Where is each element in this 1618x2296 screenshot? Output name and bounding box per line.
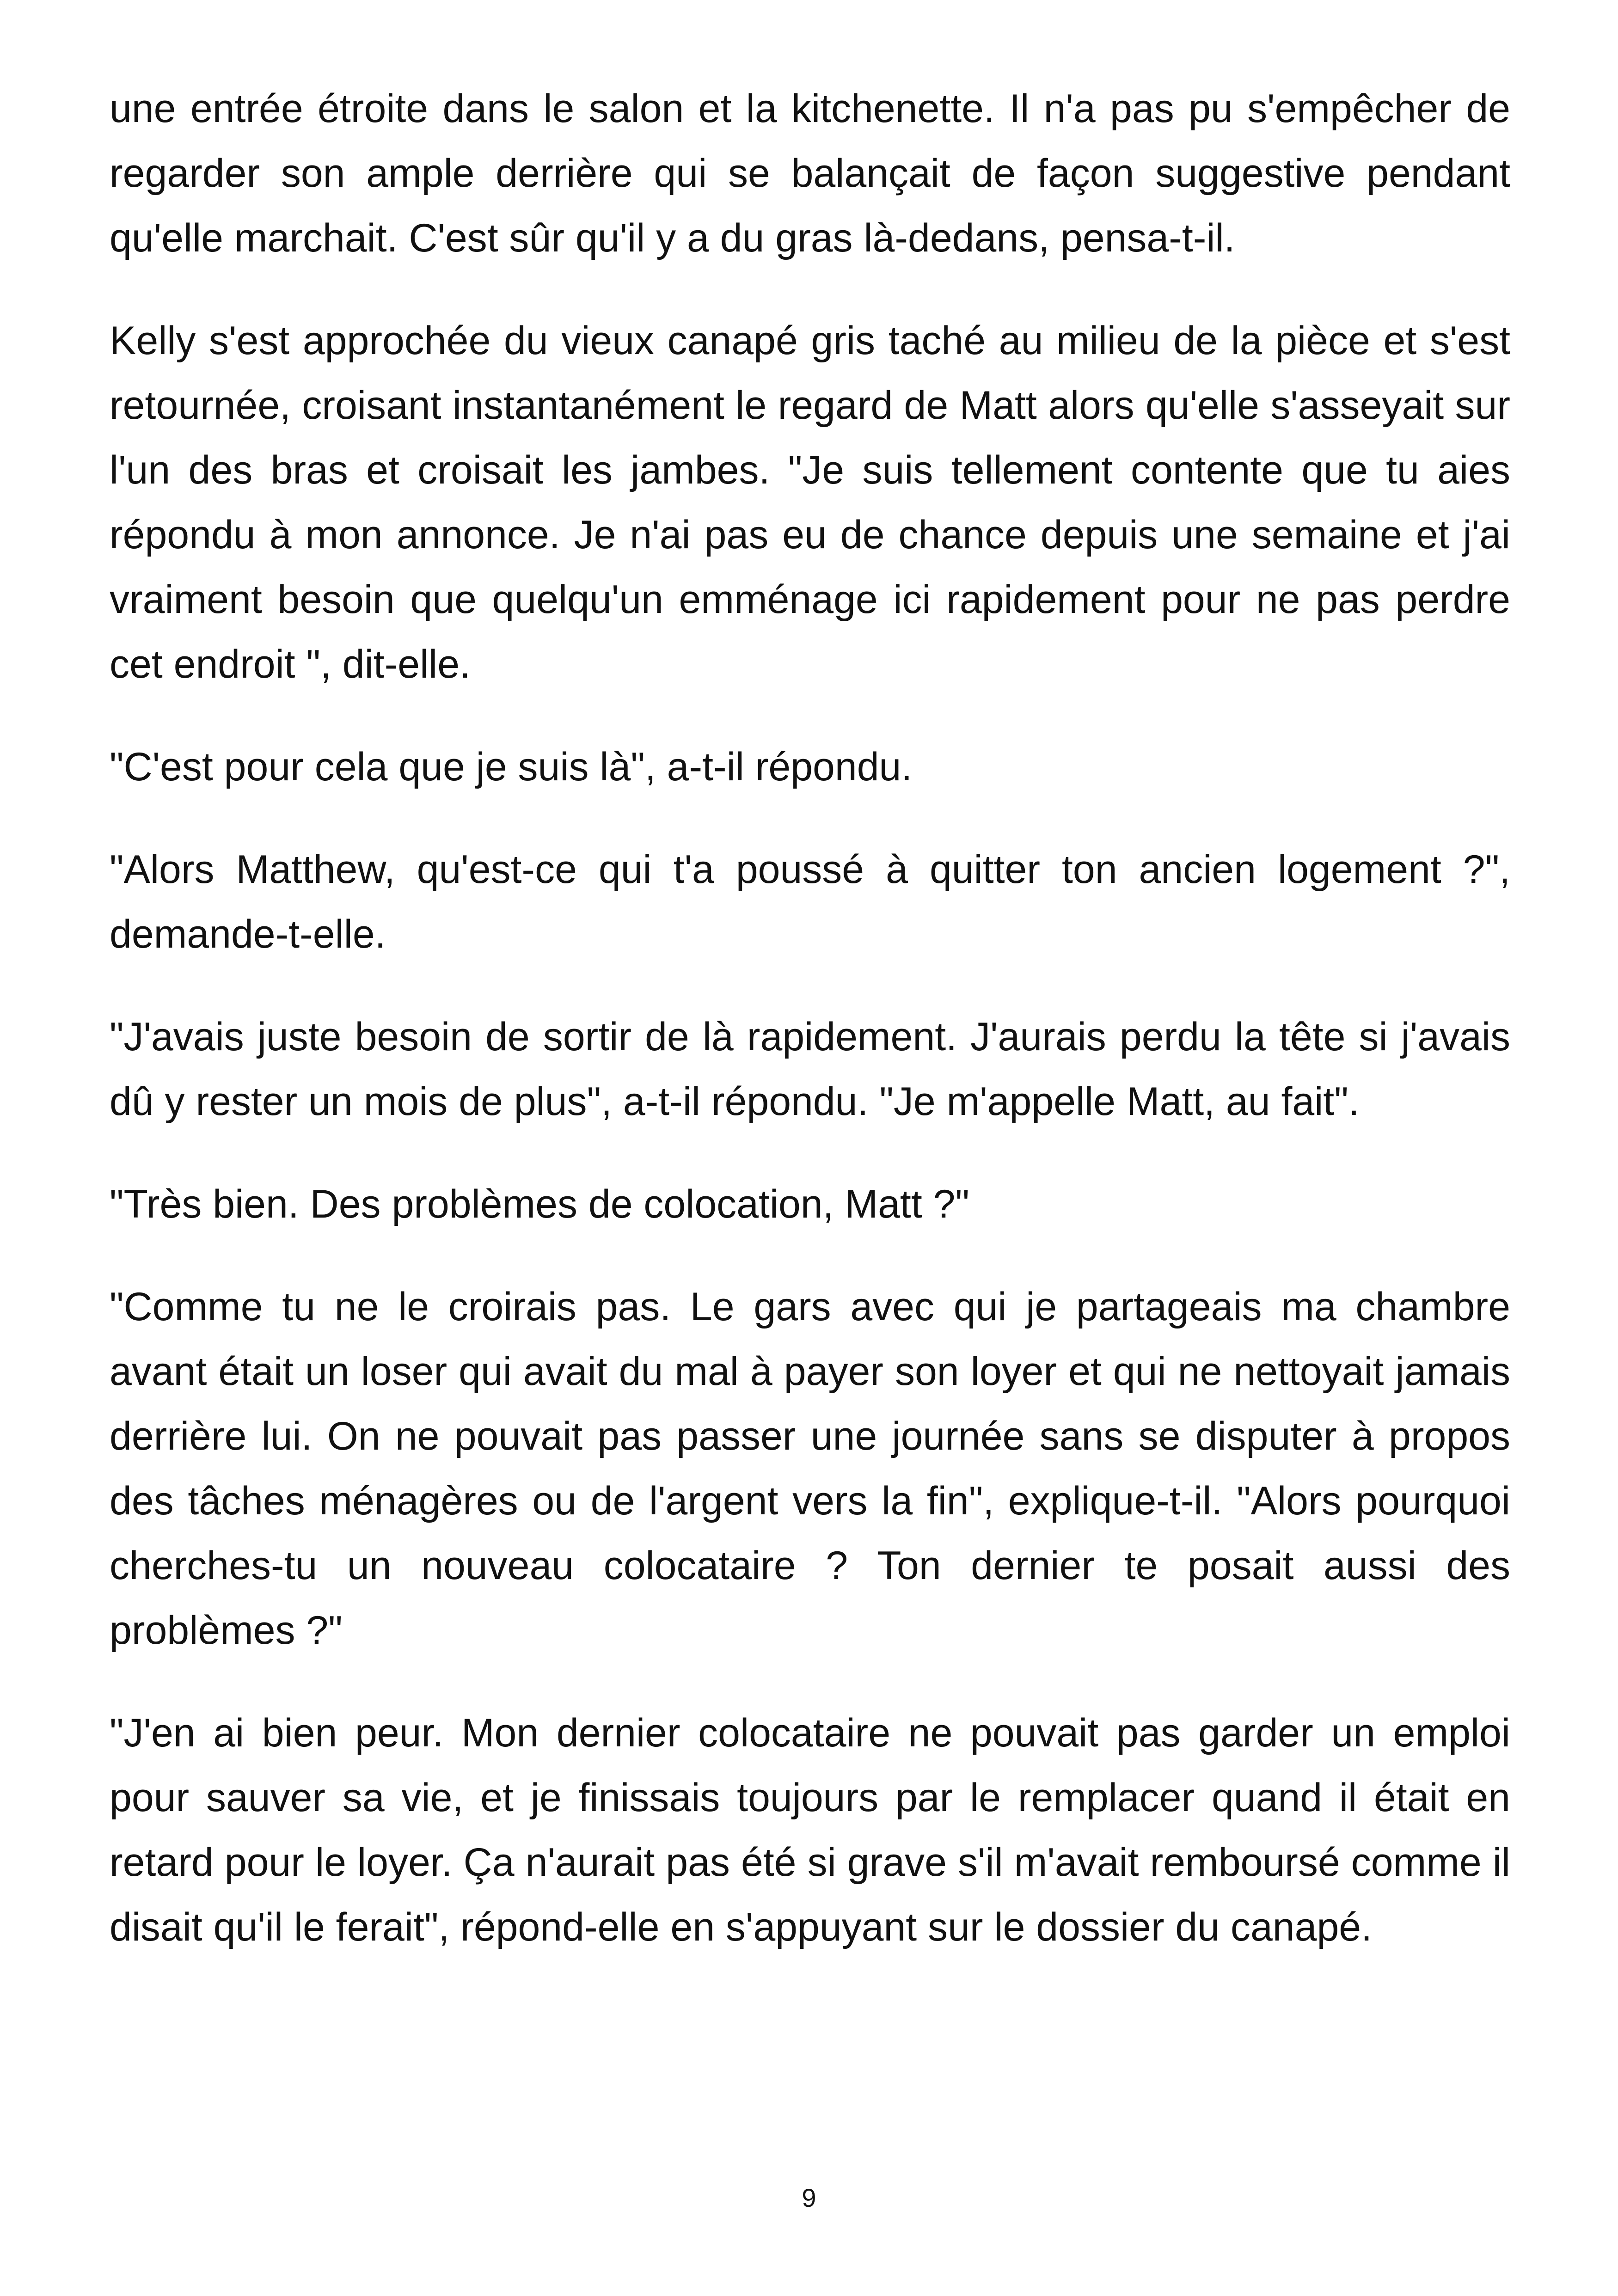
paragraph: "J'avais juste besoin de sortir de là rapidement. J'aurais perdu la tête si j'avais dû y rester un mois de plus", a-t-il répondu. "Je m'appelle Matt, au fait".	[110, 1015, 1510, 1124]
body-text	[110, 76, 1510, 1997]
paragraph: Kelly s'est approchée du vieux canapé gris taché au milieu de la pièce et s'est retournée, croisant instantanément le regard de Matt alors qu'elle s'asseyait sur l'un des bras et croisait les jambes. "Je suis tellement contente que tu aies répondu à mon annonce. Je n'ai pas eu de chance depuis une semaine et j'ai vraiment besoin que quelqu'un emménage ici rapidement pour ne pas perdre cet endroit ", dit-elle.	[110, 318, 1510, 686]
paragraph: "J'en ai bien peur. Mon dernier colocataire ne pouvait pas garder un emploi pour sauver sa vie, et je finissais toujours par le remplacer quand il était en retard pour le loyer. Ça n'aurait pas été si grave s'il m'avait remboursé comme il disait qu'il le ferait", répond-elle en s'appuyant sur le dossier du canapé.	[110, 1711, 1510, 1949]
paragraph: "C'est pour cela que je suis là", a-t-il répondu.	[110, 745, 913, 789]
paragraph: une entrée étroite dans le salon et la kitchenette. Il n'a pas pu s'empêcher de regarder son ample derrière qui se balançait de façon suggestive pendant qu'elle marchait. C'est sûr qu'il y a du gras là-dedans, pensa-t-il.	[110, 86, 1510, 260]
paragraph: "Très bien. Des problèmes de colocation, Matt ?"	[110, 1182, 969, 1226]
paragraph: "Comme tu ne le croirais pas. Le gars avec qui je partageais ma chambre avant était un loser qui avait du mal à payer son loyer et qui ne nettoyait jamais derrière lui. On ne pouvait pas passer une journée sans se disputer à propos des tâches ménagères ou de l'argent vers la fin", explique-t-il. "Alors pourquoi cherches-tu un nouveau colocataire ? Ton dernier te posait aussi des problèmes ?"	[110, 1285, 1510, 1653]
page-number: 9	[802, 2183, 816, 2212]
paragraph: "Alors Matthew, qu'est-ce qui t'a poussé à quitter ton ancien logement ?", demande-t-elle.	[110, 847, 1510, 956]
